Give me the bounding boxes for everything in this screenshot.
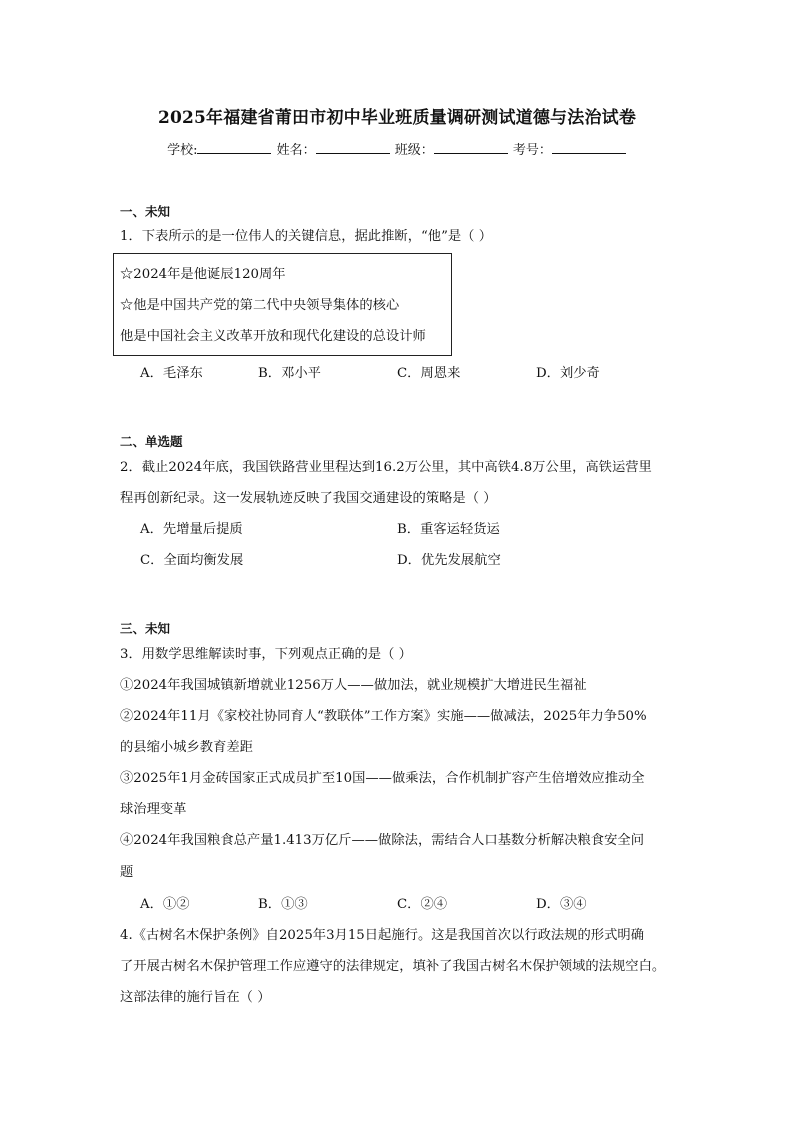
q3-statement-line: ①2024年我国城镇新增就业1256万人——做加法，就业规模扩大增进民生福祉 (120, 678, 587, 693)
q2-option-b[interactable]: B．重客运轻货运 (397, 522, 500, 537)
section-heading: 三、未知 (120, 621, 171, 636)
info-box-line: 他是中国社会主义改革开放和现代化建设的总设计师 (120, 329, 426, 344)
question-3-stem: 3．用数学思维解读时事，下列观点正确的是（ ） (120, 647, 412, 662)
q1-option-d[interactable]: D．刘少奇 (536, 366, 600, 381)
q3-statement-line: ②2024年11月《家校社协同育人“教联体”工作方案》实施——做减法，2025年力争50% (120, 709, 647, 724)
question-2-stem-line: 2．截止2024年底，我国铁路营业里程达到16.2万公里，其中高铁4.8万公里，高铁运营里 (120, 460, 652, 475)
q3-statement-line: 题 (120, 865, 134, 880)
name-label: 姓名： (276, 143, 316, 158)
question-1-stem: 1．下表所示的是一位伟人的关键信息，据此推断，“他”是（ ） (120, 229, 493, 244)
q1-option-b[interactable]: B．邓小平 (258, 366, 321, 381)
section-heading: 二、单选题 (120, 434, 183, 449)
q2-option-d[interactable]: D．优先发展航空 (397, 553, 501, 568)
info-table-box (113, 253, 452, 356)
q2-option-a[interactable]: A．先增量后提质 (140, 522, 243, 537)
question-4-stem-line: 4.《古树名木保护条例》自2025年3月15日起施行。这是我国首次以行政法规的形式明确 (120, 928, 644, 943)
q3-statement-line: 球治理变革 (120, 802, 187, 817)
q1-option-c[interactable]: C．周恩来 (397, 366, 461, 381)
question-4-stem-line: 了开展古树名木保护管理工作应遵守的法律规定，填补了我国古树名木保护领域的法规空白。 (120, 959, 666, 974)
school-label: 学校: (167, 143, 198, 158)
class-label: 班级： (394, 143, 434, 158)
class-blank[interactable] (434, 141, 508, 154)
q1-option-a[interactable]: A．毛泽东 (140, 366, 203, 381)
question-2-stem-line: 程再创新纪录。这一发展轨迹反映了我国交通建设的策略是（ ） (120, 491, 497, 506)
q3-option-a[interactable]: A．①② (140, 897, 190, 912)
number-label: 考号： (512, 143, 552, 158)
q3-option-d[interactable]: D．③④ (536, 897, 587, 912)
exam-title: 2025年福建省莆田市初中毕业班质量调研测试道德与法治试卷 (157, 108, 637, 128)
school-blank[interactable] (197, 141, 271, 154)
number-blank[interactable] (552, 141, 626, 154)
q3-option-b[interactable]: B．①③ (258, 897, 308, 912)
info-box-line: ☆2024年是他诞辰120周年 (120, 267, 286, 282)
question-4-stem-line: 这部法律的施行旨在（ ） (120, 990, 271, 1005)
q2-option-c[interactable]: C．全面均衡发展 (140, 553, 244, 568)
q3-statement-line: ③2025年1月金砖国家正式成员扩至10国——做乘法，合作机制扩容产生倍增效应推动全 (120, 771, 645, 786)
student-info-row (0, 139, 794, 158)
q3-option-c[interactable]: C．②④ (397, 897, 448, 912)
q3-statement-line: ④2024年我国粮食总产量1.413万亿斤——做除法，需结合人口基数分析解决粮食安全问 (120, 833, 644, 848)
section-heading: 一、未知 (120, 204, 171, 219)
info-box-line: ☆他是中国共产党的第二代中央领导集体的核心 (120, 298, 400, 313)
q3-statement-line: 的县缩小城乡教育差距 (120, 740, 253, 755)
name-blank[interactable] (316, 141, 390, 154)
